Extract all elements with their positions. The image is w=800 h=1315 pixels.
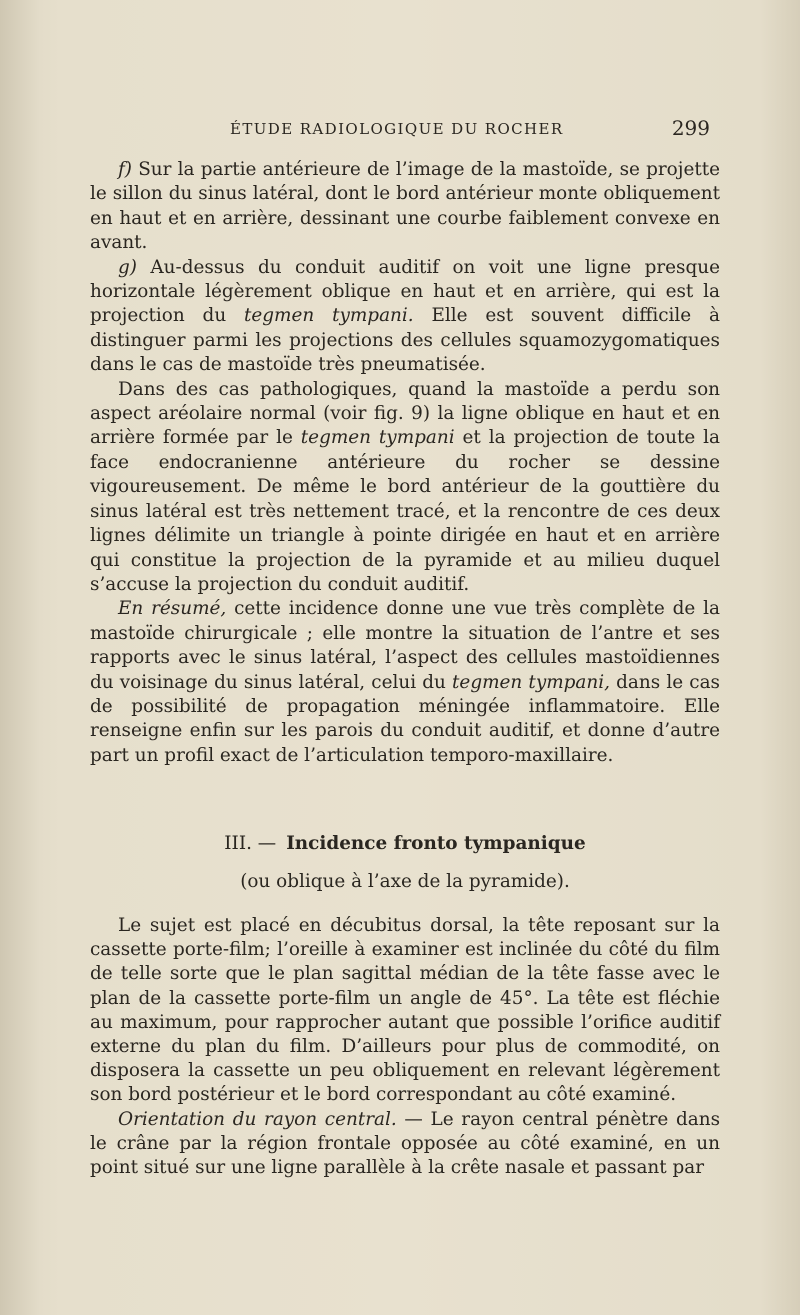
paragraph-orientation-italic: Orientation du rayon central. [118, 1108, 397, 1130]
paragraph-summary [90, 597, 720, 768]
paragraph-g-text-1: Au-dessus du conduit auditif on voit une ligne presque horizontale légèrement oblique en haut et en arrière, qui est la projection du [90, 256, 720, 327]
paragraph-pathological-text-2: et la projection de toute la face endocranienne antérieure du rocher se dessine vigoureusement. De même le bord antérieur de la gouttière du sinus latéral est très nettement tracé, et la rencontre de ces deux lignes délimite un triangle à pointe dirigée en haut et en arrière qui constitue la projection de la pyramide et au milieu duquel s’accuse la projection du conduit auditif. [90, 427, 720, 595]
section-subtitle: (ou oblique à l’axe de la pyramide). [240, 871, 570, 892]
list-marker-f: f) [118, 159, 132, 180]
running-title: ÉTUDE RADIOLOGIQUE DU ROCHER [230, 120, 564, 138]
paragraph-g-italic: tegmen tympani. [244, 305, 414, 327]
page-header [230, 116, 710, 146]
list-marker-g: g) [118, 256, 137, 278]
paragraph-orientation [90, 1108, 720, 1181]
section-body-text [90, 914, 720, 1180]
paragraph-f [90, 158, 720, 256]
section-heading [90, 832, 720, 856]
section-title: Incidence fronto tympanique [286, 833, 586, 854]
paragraph-summary-text-1: cette incidence donne une vue très complète de la mastoïde chirurgicale ; elle montre la situation de l’antre et ses rapports avec le sinus latéral, l’aspect des cellules mastoïdiennes du voisinage du sinus latéral, celui du [90, 598, 720, 693]
body-text [90, 158, 720, 768]
paragraph-pathological-text-1: Dans des cas pathologiques, quand la mastoïde a perdu son aspect aréolaire normal (voir fig. 9) la ligne oblique en haut et en arrière formée par le [90, 378, 720, 449]
paragraph-summary-italic-1: En résumé, [118, 598, 227, 620]
paragraph-f-text: Sur la partie antérieure de l’image de la mastoïde, se projette le sillon du sinus latéral, dont le bord antérieur monte obliquement en haut et en arrière, dessinant une courbe faiblement convexe en avant. [90, 159, 720, 254]
paragraph-pathological-italic: tegmen tympani [300, 427, 455, 449]
paragraph-pathological [90, 378, 720, 598]
paragraph-subject-position: Le sujet est placé en décubitus dorsal, la tête reposant sur la cassette porte-film; l’oreille à examiner est inclinée du côté du film de telle sorte que le plan sagittal médian de la tête fasse avec le plan de la cassette porte-film un angle de 45°. La tête est fléchie au maximum, pour rapprocher autant que possible l’orifice auditif externe du plan du film. D’ailleurs pour plus de commodité, on disposera la cassette un peu obliquement en relevant légèrement son bord postérieur et le bord correspondant au côté examiné. [90, 915, 720, 1106]
paragraph-summary-italic-2: tegmen tympani, [452, 671, 610, 693]
paragraph-summary-text-2: dans le cas de possibilité de propagation méningée inflammatoire. Elle renseigne enfin sur les parois du conduit auditif, et donne d’autre part un profil exact de l’articulation temporo-maxillaire. [90, 671, 720, 766]
section-number: III. — [224, 833, 277, 854]
paragraph-orientation-text: — Le rayon central pénètre dans le crâne par la région frontale opposée au côté examiné, en un point situé sur une ligne parallèle à la crête nasale et passant par [90, 1108, 721, 1179]
paragraph-g-text-2: Elle est souvent difficile à distinguer parmi les projections des cellules squamozygomatiques dans le cas de mastoïde très pneumatisée. [90, 305, 720, 376]
paragraph-g [90, 256, 720, 378]
page-number: 299 [671, 116, 710, 140]
